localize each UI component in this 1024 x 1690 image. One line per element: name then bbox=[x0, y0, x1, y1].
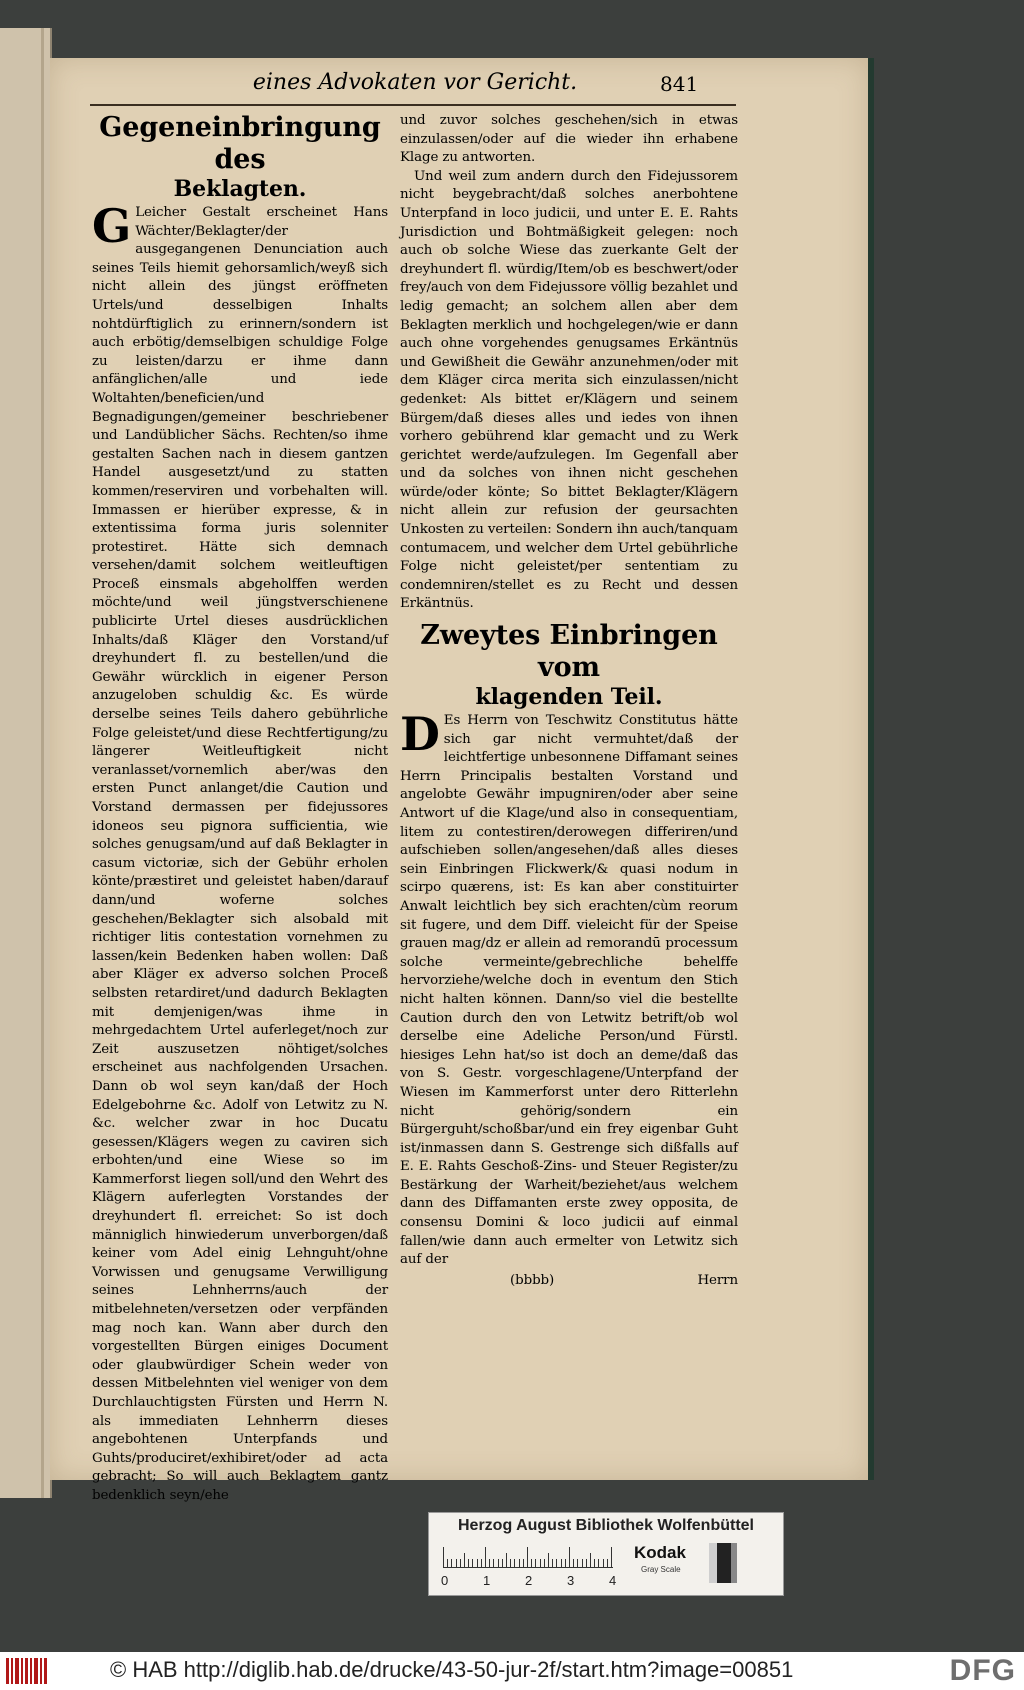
gray-swatch-dark bbox=[717, 1543, 731, 1583]
facing-page-edge bbox=[0, 28, 52, 1498]
hab-barcode-icon bbox=[6, 1658, 48, 1684]
gray-swatch-light bbox=[709, 1543, 717, 1583]
ruler-tick bbox=[544, 1559, 545, 1567]
ruler-tick bbox=[531, 1559, 532, 1567]
dfg-logo: DFG bbox=[949, 1654, 1016, 1687]
gray-scale-label: Gray Scale bbox=[641, 1565, 681, 1574]
footer-bar bbox=[0, 1652, 1024, 1690]
ruler-tick bbox=[552, 1559, 553, 1567]
right-heading-line2: klagenden Teil. bbox=[475, 684, 663, 711]
right-heading bbox=[400, 620, 738, 710]
ruler-tick bbox=[447, 1559, 448, 1567]
ruler-tick bbox=[519, 1559, 520, 1567]
ruler-tick bbox=[594, 1559, 595, 1567]
ruler-tick bbox=[573, 1559, 574, 1567]
ruler-tick bbox=[607, 1559, 608, 1567]
ruler-tick bbox=[472, 1559, 473, 1567]
ruler-tick bbox=[561, 1559, 562, 1567]
right-heading-line1: Zweytes Einbringen vom bbox=[420, 620, 718, 684]
ruler-tick bbox=[598, 1559, 599, 1567]
ruler-tick bbox=[481, 1559, 482, 1567]
ruler-tick bbox=[477, 1559, 478, 1567]
ruler-tick bbox=[548, 1553, 549, 1567]
running-head: eines Advokaten vor Gericht. bbox=[252, 70, 578, 95]
right-paragraph-3 bbox=[400, 707, 738, 1270]
right-body-text: Es Herrn von Teschwitz Constitutus hätte sich gar nicht vermuhtet/daß der leichtfertige unbesonnene Diffamant seines Herrn Principalis bestalten Vorstand und angelobte Gewähr impugniren/oder aber seine Antwort uf die Klage/und also in consequentiam, litem zu contestiren/derowegen differiren/und aufschieben sollen/angesehen/daß alles dieses sein Einbringen Flickwerk/& quasi nodum in scirpo quærens, ist: Es kan aber constituirter Anwalt leichtlich bey sich erachten/cùm reorum sit fugere, und dem Diff. vieleicht für der Speise grauen mag/dz er allein ad remorandū processum solche vermeinte/gebrechliche behelffe hervorziehe/welche doch in eventum den Stich nicht halten können. Dann/so viel die bestellte Caution durch den von Letwitz betrift/ob wol derselbe eine Adeliche Person/und Fürstl. hiesiges Lehn hat/so ist doch an deme/daß das von S. Gestr. vorgeschlagene/Unterpfand der Wiesen im Kammerforst unter dero Ritterlehn nicht gehörig/sondern ein Bürgerguht/schoßbar/und ein frey eigenbar Guht ist/inmassen dann S. Gestrenge sich dißfalls auf E. E. Rahts Geschoß-Zins- und Steuer Register/zu Bestärkung der Warheit/beziehet/aus welchem dann des Diffamanten erste zwey opposita, de consensu Domini & loco judicii auf einmal fallen/wie dann auch ermelter von Letwitz sich auf der bbox=[400, 713, 738, 1268]
left-body-text: Leicher Gestalt erscheinet Hans Wächter/Beklagter/der ausgegangenen Denunciation auch seines Teils hiemit gehorsamlich/weyß sich nicht allein des jüngst eröffneten Urtels/und desselbigen Inhalts nohtdürftiglich zu erinnern/sondern ist auch erbötig/demselbigen schuldige Folge zu leisten/darzu er ihme dann anfänglichen/alle und iede Woltahten/beneficien/und Begnadigungen/gemeiner beschriebener und Landüblicher Sächs. Rechten/so ihme gestalten Sachen nach in diesem gantzen Handel ausgesetzt/und zu statten kommen/reserviren und vorbehalten will. Immassen er hierüber expresse, & in extentissima forma juris solenniter protestiret. Hätte sich demnach versehen/damit solchem weitleuftigen Proceß einsmals abgeholffen werden möchte/und weil jüngstverschienene publicirte Urtel dieses ausdrücklichen Inhalts/daß Kläger den Vorstand/uf dreyhundert fl. zu bestellen/und die Gewähr würcklich in eigener Person anzugeloben schuldig &c. Es würde derselbe seines Teils dahero gebührliche Folge geleistet/und diese Rechtfertigung/zu längerer Weitleuftigkeit nicht veranlasset/vornemlich aber/was den ersten Punct anlanget/die Caution und Vorstand dermassen per fidejussores idoneos seu pignora sufficientia, wie solches genugsam/und auf daß Beklagter in casum victoriæ, sich der Gebühr erholen könte/præstiret und geleistet haben/darauf dann/und woferne solches geschehen/Beklagter sich alsobald mit richtiger litis contestation vornehmen zu lassen/kein Bedenken haben wollen: Daß aber Kläger ex adverso solchen Proceß selbsten retardiret/und dadurch Beklagten mit demjenigen/was ihme in mehrgedachtem Urtel auferleget/noch zur Zeit auszusetzen nöhtiget/solches erscheinet aus nachfolgenden Ursachen. Dann ob wol seyn kan/daß der Hoch Edelgebohrne &c. Adolf von Letwitz zu N. &c. welcher zwar in hoc Ducatu gesessen/Klägers wegen zu caviren sich erbohten/und eine Wiese so im Kammerforst liegen soll/und den Wehrt des Klägern auferlegten Vorstandes der dreyhundert fl. erreichet: So ist doch männiglich hinwiederum unverborgen/daß keiner vom Adel einig Lehnguht/ohne Vorwissen und genugsame Verwilligung seines Lehnherrns/auch der mitbelehneten/versetzen oder verpfänden mag noch kan. Wann aber durch den vorgestellten Bürgen einiges Document oder glaubwürdiger Schein weder von dessen Mitbelehnten viel weniger von dem Durchlauchtigsten Fürsten und Herrn N. als immediaten Lehnherrn dieses angebohtenen Unterpfands und Guhts/produciret/exhibiret/oder ad acta gebracht; So will auch Beklagtem gantz bedenklich seyn/ehe bbox=[92, 205, 388, 1503]
gray-swatch-mid bbox=[731, 1543, 737, 1583]
ruler-tick bbox=[540, 1559, 541, 1567]
left-heading-line2: Beklagten. bbox=[173, 176, 307, 202]
left-heading bbox=[92, 112, 388, 202]
copyright-url-text: © HAB http://diglib.hab.de/drucke/43-50-jur-2f/start.htm?image=00851 bbox=[110, 1657, 794, 1682]
right-paragraph-1: und zuvor solches geschehen/sich in etwas einzulassen/oder auf die wieder ihn erhabene Klage zu antworten. bbox=[400, 113, 738, 166]
ruler-tick bbox=[464, 1553, 465, 1567]
ruler-number-2: 2 bbox=[525, 1573, 533, 1588]
left-heading-line1: Gegeneinbringung des bbox=[99, 112, 381, 175]
ruler-tick bbox=[590, 1553, 591, 1567]
left-paragraph bbox=[92, 199, 388, 1506]
ruler-tick bbox=[611, 1547, 612, 1567]
ruler-tick bbox=[577, 1559, 578, 1567]
ruler-tick bbox=[556, 1559, 557, 1567]
ruler-tick bbox=[523, 1559, 524, 1567]
right-paragraph-2: Und weil zum andern durch den Fidejussorem nicht beygebracht/daß solches anerbohtene Unterpfand in loco judicii, und unter E. E. Rahts Jurisdiction und Bohtmäßigkeit gelegen: noch auch ob solche Wiese das zuerkante Gelt der dreyhundert fl. würdig/Item/ob es beschwert/oder frey/auch von dem Fidejussore völlig bezahlet und ledig gemacht; an solchem allen aber dem Beklagten merklich und hochgelegen/wie er dann auch ohne vorgehendes genugsames Erkäntnüs und Gewißheit die Gewähr anzunehmen/oder mit dem Kläger circa merita sich einzulassen/nicht gedenket: Als bittet er/Klägern und seinem Bürgem/daß dieses alles und iedes von ihnen vorhero gebührend klar gemacht und zu Werk gerichtet werde/aufzulegen. Im Gegenfall aber und da solches von ihnen nicht geschehen würde/oder könte; So bittet Beklagter/Klägern nicht allein zur refusion der geursachten Unkosten zu verteilen: Sondern ihn auch/tanquam contumacem, und welcher dem Urtel gebührliche Folge nicht geleistet/per sententiam zu condemniren/stellet es zu Recht und dessen Erkäntnüs. bbox=[400, 168, 738, 612]
page-number: 841 bbox=[660, 72, 699, 96]
ruler-tick bbox=[485, 1547, 486, 1567]
catchword-line bbox=[400, 1272, 738, 1291]
signature-mark: (bbbb) bbox=[510, 1272, 555, 1288]
ruler-tick bbox=[565, 1559, 566, 1567]
ruler-tick bbox=[506, 1553, 507, 1567]
ruler-number-0: 0 bbox=[441, 1573, 449, 1588]
catchword: Herrn bbox=[697, 1272, 738, 1288]
left-column bbox=[92, 112, 388, 1506]
ruler-tick bbox=[498, 1559, 499, 1567]
ruler-number-1: 1 bbox=[483, 1573, 491, 1588]
ruler-tick bbox=[460, 1559, 461, 1567]
ruler-tick bbox=[443, 1547, 444, 1567]
ruler-tick bbox=[514, 1559, 515, 1567]
ruler-tick bbox=[468, 1559, 469, 1567]
left-dropcap: G bbox=[92, 199, 132, 253]
color-calibration-card bbox=[428, 1512, 784, 1596]
ruler-tick bbox=[502, 1559, 503, 1567]
ruler-tick bbox=[493, 1559, 494, 1567]
ruler-number-3: 3 bbox=[567, 1573, 575, 1588]
right-dropcap: D bbox=[400, 707, 440, 762]
card-title: Herzog August Bibliothek Wolfenbüttel bbox=[458, 1517, 754, 1534]
ruler-tick bbox=[456, 1559, 457, 1567]
ruler-tick bbox=[527, 1547, 528, 1567]
page-shadow bbox=[868, 58, 874, 1480]
ruler-tick bbox=[582, 1559, 583, 1567]
header-rule bbox=[90, 104, 736, 106]
ruler-tick bbox=[586, 1559, 587, 1567]
ruler-tick bbox=[535, 1559, 536, 1567]
ruler-tick bbox=[510, 1559, 511, 1567]
ruler-number-4: 4 bbox=[609, 1573, 617, 1588]
scale-ruler bbox=[443, 1545, 613, 1568]
ruler-tick bbox=[569, 1547, 570, 1567]
kodak-logo: Kodak bbox=[634, 1543, 686, 1562]
right-column bbox=[400, 112, 738, 1290]
ruler-tick bbox=[451, 1559, 452, 1567]
ruler-tick bbox=[603, 1559, 604, 1567]
ruler-tick bbox=[489, 1559, 490, 1567]
